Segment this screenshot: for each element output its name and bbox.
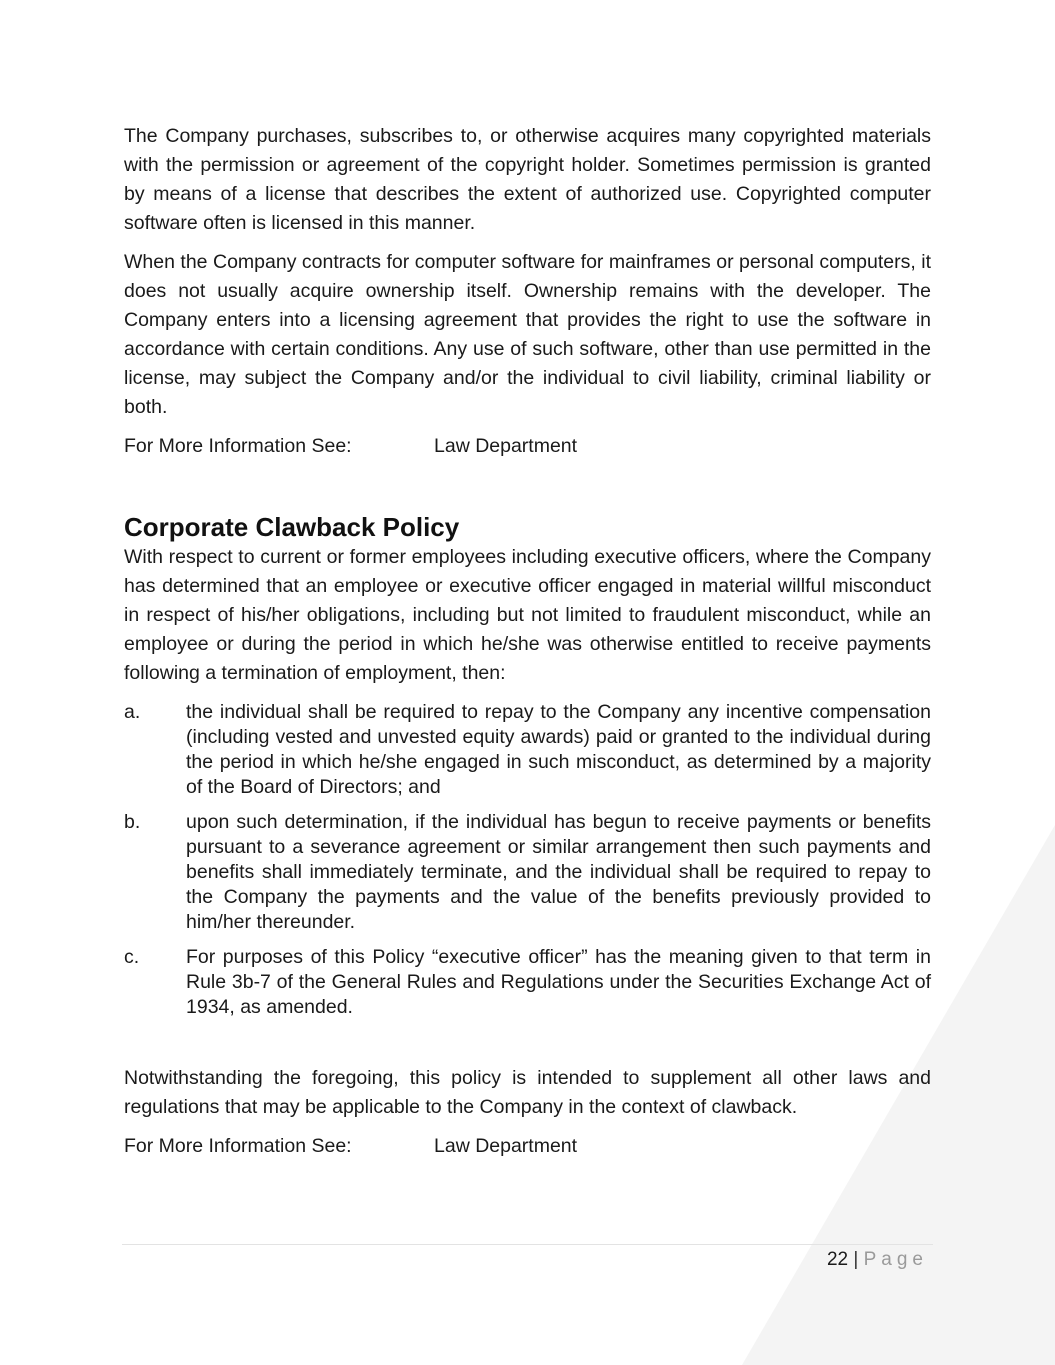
list-item (124, 945, 931, 1020)
more-info-row (124, 1132, 931, 1161)
document-page (124, 122, 931, 1161)
list-item (124, 810, 931, 935)
section-heading: Corporate Clawback Policy (124, 512, 460, 542)
list-marker: b. (124, 811, 141, 833)
list-item-text: the individual shall be required to repay to the Company any incentive compensation (including vested and unvested equity awards) paid or granted to the individual during the period in which he/she engaged in such misconduct, as determined by a majority of the Board of Directors; and (186, 701, 931, 798)
list-item-text: upon such determination, if the individual has begun to receive payments or benefits pursuant to a severance agreement or similar arrangement then such payments and benefits shall immediately terminate, and the individual shall be required to repay to the Company the payments and the value of the benefits previously provided to him/her thereunder. (186, 811, 931, 933)
list-item-text: For purposes of this Policy “executive officer” has the meaning given to that term in Rule 3b-7 of the General Rules and Regulations under the Securities Exchange Act of 1934, as amended. (186, 946, 931, 1018)
footer-divider (122, 1244, 933, 1245)
paragraph-clawback-closing: Notwithstanding the foregoing, this policy is intended to supplement all other laws and regulations that may be applicable to the Company in the context of clawback. (124, 1067, 931, 1118)
more-info-label: For More Information See: (124, 1135, 352, 1157)
list-marker: a. (124, 701, 141, 723)
more-info-label: For More Information See: (124, 435, 352, 457)
page-footer (827, 1246, 928, 1274)
paragraph-software-licensing: When the Company contracts for computer software for mainframes or personal computers, it does not usually acquire ownership itself. Ownership remains with the developer. The Company enters into a licensing agreement that provides the right to use the software in accordance with certain conditions. Any use of such software, other than use permitted in the license, may subject the Company and/or the individual to civil liability, criminal liability or both. (124, 251, 931, 418)
more-info-value: Law Department (434, 1135, 578, 1157)
paragraph-copyright-acquisition: The Company purchases, subscribes to, or otherwise acquires many copyrighted materials with the permission or agreement of the copyright holder. Sometimes permission is granted by means of a license that describes the extent of authorized use. Copyrighted computer software often is licensed in this manner. (124, 125, 931, 234)
page-label: Page (863, 1249, 928, 1270)
more-info-value: Law Department (434, 435, 578, 457)
page-number: 22 (826, 1249, 849, 1270)
footer-separator: | (853, 1249, 859, 1270)
more-info-row (124, 432, 931, 461)
list-marker: c. (124, 946, 140, 968)
list-item (124, 700, 931, 800)
clawback-conditions-list (124, 700, 931, 1020)
paragraph-clawback-intro: With respect to current or former employees including executive officers, where the Company has determined that an employee or executive officer engaged in material willful misconduct in respect of his/her obligations, including but not limited to fraudulent misconduct, while an employee or during the period in which he/she was otherwise entitled to receive payments following a termination of employment, then: (124, 546, 931, 684)
